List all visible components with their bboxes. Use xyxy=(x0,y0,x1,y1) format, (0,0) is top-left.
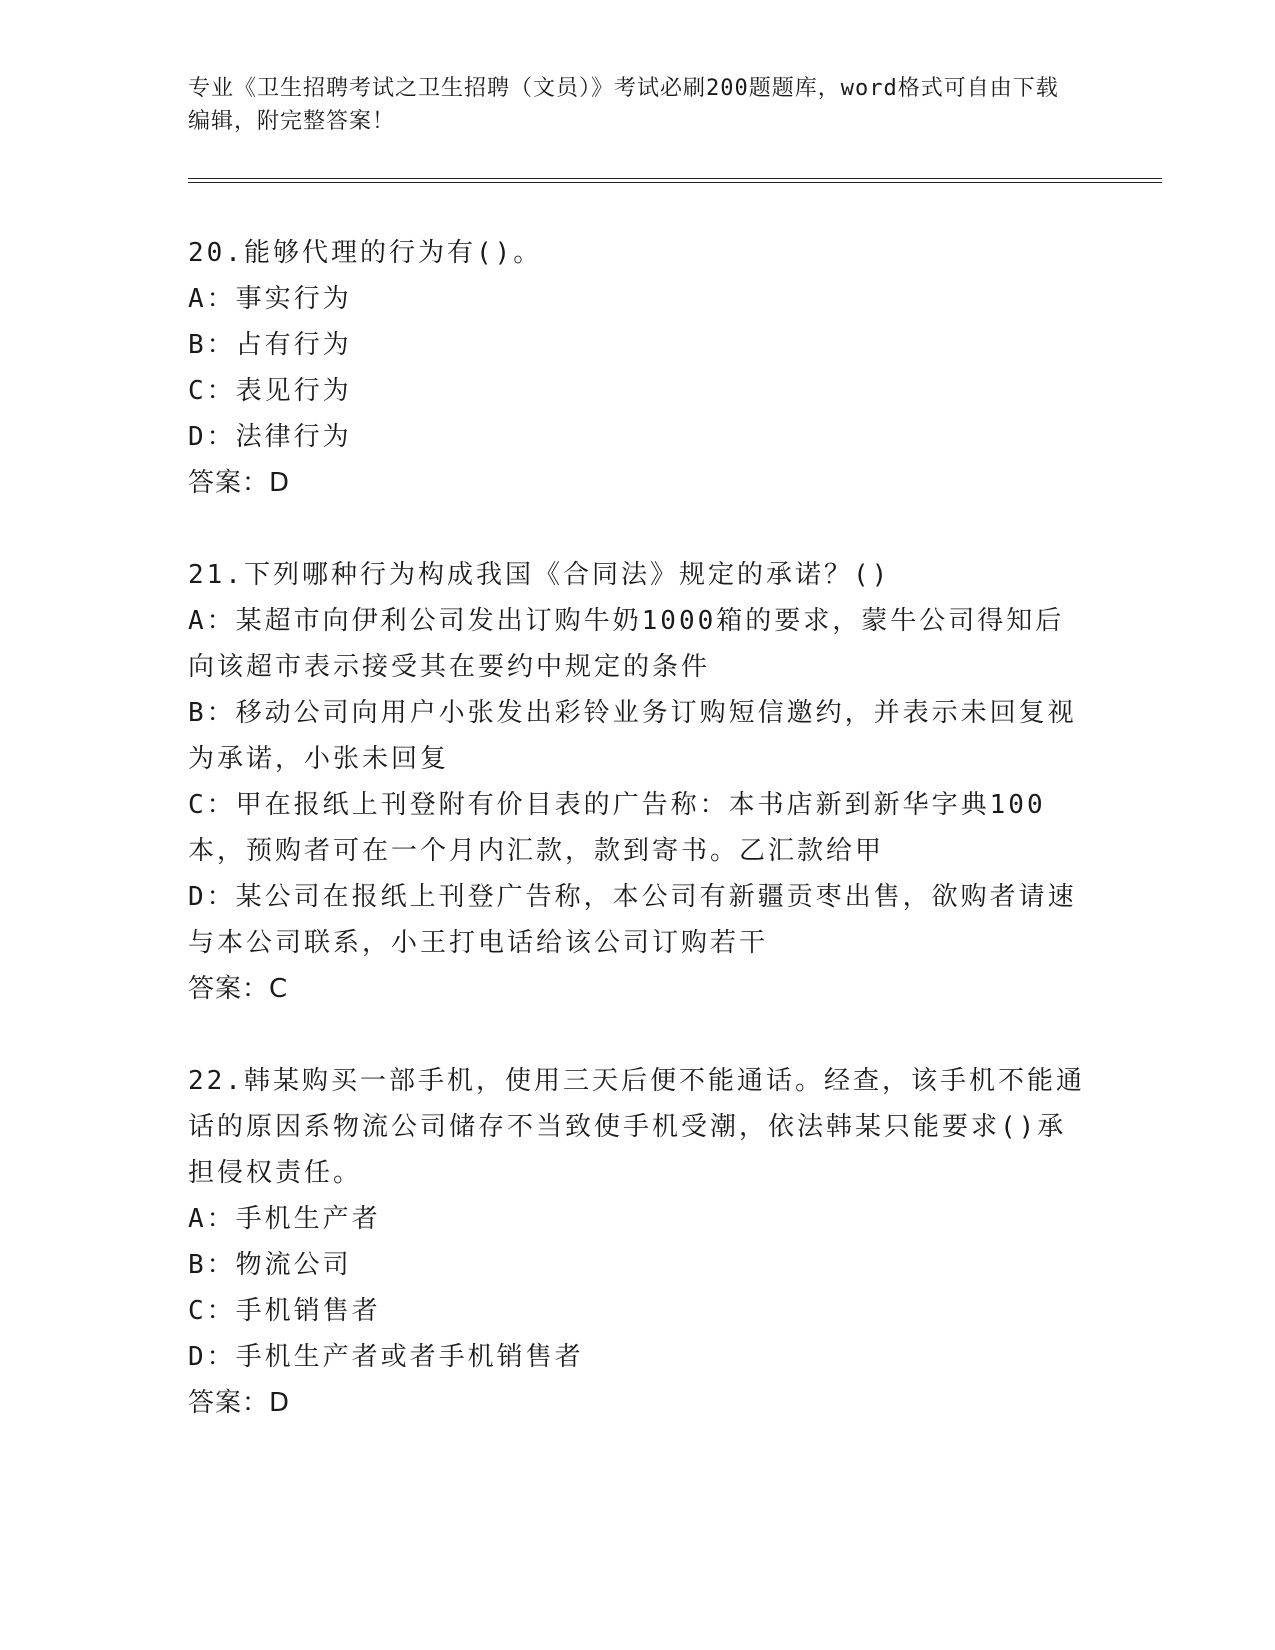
question-stem: 22.韩某购买一部手机，使用三天后便不能通话。经查，该手机不能通话的原因系物流公司储存不当致使手机受潮，依法韩某只能要求()承担侵权责任。 xyxy=(188,1066,1085,1188)
option-b: B：移动公司向用户小张发出彩铃业务订购短信邀约，并表示未回复视为承诺，小张未回复 xyxy=(188,698,1077,774)
option-a: A：事实行为 xyxy=(188,284,352,314)
question-stem: 20.能够代理的行为有()。 xyxy=(188,238,543,268)
option-c: C：甲在报纸上刊登附有价目表的广告称：本书店新到新华字典100本，预购者可在一个月内汇款，款到寄书。乙汇款给甲 xyxy=(188,790,1046,866)
option-b: B：物流公司 xyxy=(188,1250,352,1280)
question-list xyxy=(188,230,1088,1472)
option-b: B：占有行为 xyxy=(188,330,352,360)
header-text: 专业《卫生招聘考试之卫生招聘（文员）》考试必刷200题题库，word格式可自由下载编辑，附完整答案！ xyxy=(188,76,1059,134)
question-20 xyxy=(188,230,1088,506)
option-a: A：手机生产者 xyxy=(188,1204,381,1234)
document-header xyxy=(188,72,1068,138)
question-stem: 21.下列哪种行为构成我国《合同法》规定的承诺？() xyxy=(188,560,891,590)
option-d: D：某公司在报纸上刊登广告称，本公司有新疆贡枣出售，欲购者请速与本公司联系，小王打电话给该公司订购若干 xyxy=(188,882,1077,958)
option-c: C：手机销售者 xyxy=(188,1296,381,1326)
option-c: C：表见行为 xyxy=(188,376,352,406)
option-d: D：手机生产者或者手机销售者 xyxy=(188,1342,584,1372)
answer: 答案：C xyxy=(188,974,289,1004)
header-divider xyxy=(188,178,1162,183)
option-a: A：某超市向伊利公司发出订购牛奶1000箱的要求，蒙牛公司得知后向该超市表示接受其在要约中规定的条件 xyxy=(188,606,1065,682)
question-22 xyxy=(188,1058,1088,1426)
answer: 答案：D xyxy=(188,468,291,498)
option-d: D：法律行为 xyxy=(188,422,352,452)
answer: 答案：D xyxy=(188,1388,291,1418)
question-21 xyxy=(188,552,1088,1012)
